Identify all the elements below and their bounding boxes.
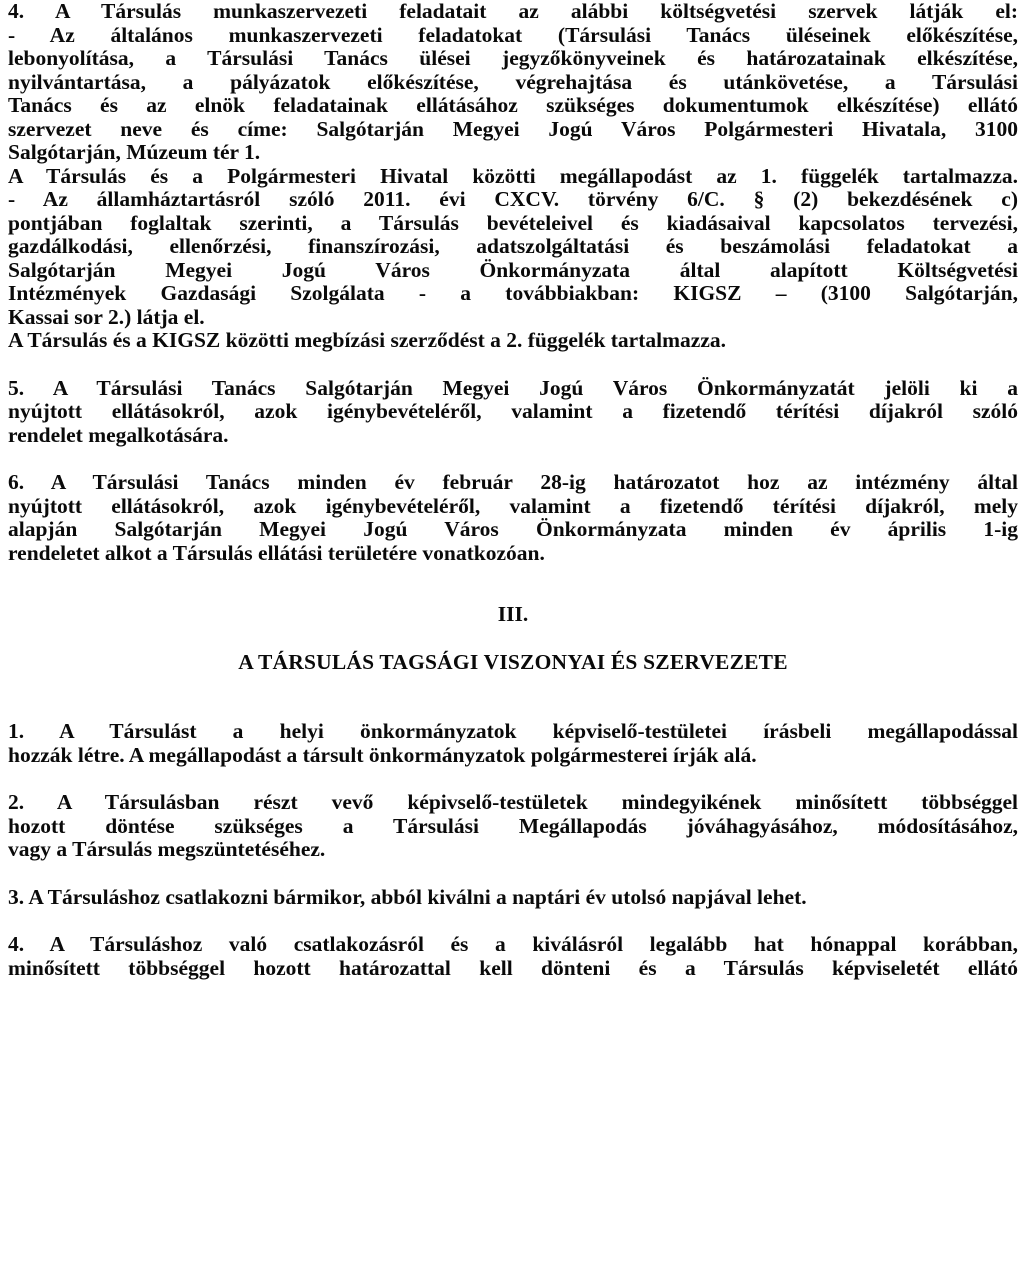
item-1-paragraph: [8, 720, 1018, 767]
text-line: rendeletet alkot a Társulás ellátási területére vonatkozóan.: [8, 540, 545, 565]
section-5-paragraph: [8, 377, 1018, 448]
text-line: 5. A Társulási Tanács Salgótarján Megyei Jogú Város Önkormányzatát jelöli ki a: [8, 375, 1018, 400]
spacer: [8, 698, 1018, 720]
item-3-paragraph: [8, 886, 1018, 910]
text-line: nyilvántartása, a pályázatok előkészítése, végrehajtása és utánkövetése, a Társulási: [8, 69, 1018, 94]
text-line: Tanács és az elnök feladatainak ellátásához szükséges dokumentumok elkészítése) ellátó: [8, 93, 1018, 117]
text-line: - Az államháztartásról szóló 2011. évi CXCV. törvény 6/C. § (2) bekezdésének c): [8, 187, 1018, 211]
text-line: minősített többséggel hozott határozattal kell dönteni és a Társulás képviseletét ellátó: [8, 955, 1018, 980]
item-2-paragraph: [8, 791, 1018, 862]
text-line: Kassai sor 2.) látja el.: [8, 304, 205, 329]
text-line: A Társulás és a KIGSZ közötti megbízási szerződést a 2. függelék tartalmazza.: [8, 328, 726, 352]
chapter-title: A TÁRSULÁS TAGSÁGI VISZONYAI ÉS SZERVEZETE: [238, 649, 788, 674]
spacer: [8, 862, 1018, 886]
text-line: - Az általános munkaszervezeti feladatokat (Társulási Tanács üléseinek előkészítése,: [8, 22, 1018, 47]
text-line: nyújtott ellátásokról, azok igénybevételéről, valamint a fizetendő térítési díjakról szóló: [8, 399, 1018, 423]
text-line: 2. A Társulásban részt vevő képivselő-testületek mindegyikének minősített többséggel: [8, 790, 1018, 814]
text-line: 3. A Társuláshoz csatlakozni bármikor, abból kiválni a naptári év utolsó napjával lehet.: [8, 884, 807, 909]
section-6-paragraph: [8, 471, 1018, 565]
text-line: rendelet megalkotására.: [8, 422, 229, 447]
text-line: Salgótarján Megyei Jogú Város Önkormányzata által alapított Költségvetési: [8, 257, 1018, 282]
text-line: Salgótarján, Múzeum tér 1.: [8, 140, 261, 164]
text-line: alapján Salgótarján Megyei Jogú Város Önkormányzata minden év április 1-ig: [8, 517, 1018, 541]
text-line: 4. A Társuláshoz való csatlakozásról és a kiválásról legalább hat hónappal korábban,: [8, 932, 1018, 956]
spacer: [8, 674, 1018, 698]
section-4-paragraph: [8, 0, 1018, 353]
spacer: [8, 767, 1018, 791]
text-line: hozzák létre. A megállapodást a társult önkormányzatok polgármesterei írják alá.: [8, 742, 757, 767]
text-line: A Társulás és a Polgármesteri Hivatal közötti megállapodást az 1. függelék tartalmazza.: [8, 163, 1018, 188]
text-line: gazdálkodási, ellenőrzési, finanszírozási, adatszolgáltatási és beszámolási feladatokat a: [8, 234, 1018, 258]
item-4-paragraph: [8, 933, 1018, 980]
spacer: [8, 565, 1018, 589]
text-line: lebonyolítása, a Társulási Tanács ülései jegyzőkönyveinek és határozatainak elkészítése,: [8, 46, 1018, 70]
text-line: hozott döntése szükséges a Társulási Megállapodás jóváhagyásához, módosításához,: [8, 813, 1018, 838]
text-line: Intézmények Gazdasági Szolgálata - a továbbiakban: KIGSZ – (3100 Salgótarján,: [8, 281, 1018, 305]
spacer: [8, 353, 1018, 377]
chapter-number: III.: [497, 602, 529, 626]
text-line: 6. A Társulási Tanács minden év február 28-ig határozatot hoz az intézmény által: [8, 470, 1018, 494]
text-line: vagy a Társulás megszüntetéséhez.: [8, 837, 326, 861]
text-line: szervezet neve és címe: Salgótarján Megyei Jogú Város Polgármesteri Hivatala, 3100: [8, 116, 1018, 141]
spacer: [8, 447, 1018, 471]
text-line: 1. A Társulást a helyi önkormányzatok képviselő-testületei írásbeli megállapodással: [8, 719, 1018, 743]
text-line: 4. A Társulás munkaszervezeti feladatait az alábbi költségvetési szervek látják el:: [8, 0, 1018, 23]
text-line: pontjában foglaltak szerinti, a Társulás bevételeivel és kiadásaival kapcsolatos tervezési,: [8, 210, 1018, 235]
text-line: nyújtott ellátásokról, azok igénybevételéről, valamint a fizetendő térítési díjakról, mely: [8, 493, 1018, 518]
spacer: [8, 909, 1018, 933]
